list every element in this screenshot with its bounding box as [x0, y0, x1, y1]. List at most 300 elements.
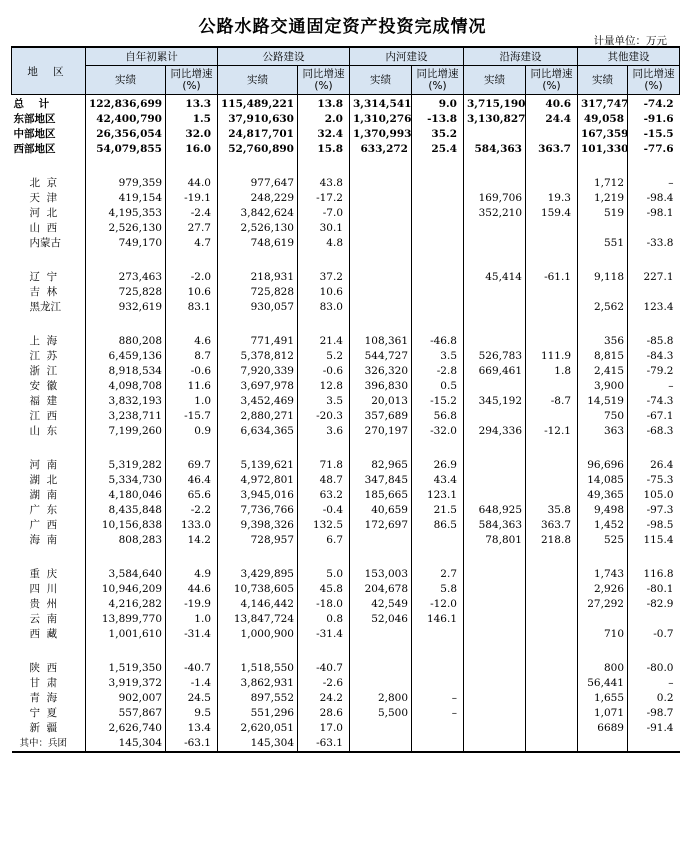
growth-cell: 13.4	[166, 721, 218, 736]
value-cell	[350, 191, 412, 206]
value-cell	[464, 721, 526, 736]
spacer-cell	[86, 439, 166, 458]
value-cell	[464, 612, 526, 627]
region-name: 湖 北	[29, 474, 58, 486]
growth-cell	[412, 270, 464, 285]
value-cell: 1,655	[578, 691, 628, 706]
spacer-cell	[298, 548, 350, 567]
value-cell	[350, 285, 412, 300]
growth-cell	[412, 221, 464, 236]
region-name: 黑龙江	[29, 301, 61, 313]
value-cell: 7,199,260	[86, 424, 166, 439]
growth-cell: -98.4	[628, 191, 680, 206]
growth-cell: 3.5	[298, 394, 350, 409]
value-cell: 7,736,766	[218, 503, 298, 518]
value-cell	[464, 127, 526, 142]
growth-cell: 43.8	[298, 176, 350, 191]
spacer-cell	[526, 548, 578, 567]
region-name: 西 藏	[29, 628, 58, 640]
growth-cell	[628, 221, 680, 236]
value-cell: 3,314,541	[350, 95, 412, 113]
spacer-cell	[166, 157, 218, 176]
spacer-cell	[464, 315, 526, 334]
value-cell: 2,415	[578, 364, 628, 379]
value-cell: 5,378,812	[218, 349, 298, 364]
growth-cell: -98.1	[628, 206, 680, 221]
value-cell: 8,435,848	[86, 503, 166, 518]
growth-cell: 24.5	[166, 691, 218, 706]
table-row	[12, 236, 680, 251]
value-cell: 347,845	[350, 473, 412, 488]
value-cell: 979,359	[86, 176, 166, 191]
spacer-cell	[12, 251, 86, 270]
value-cell: 14,085	[578, 473, 628, 488]
value-cell: 363	[578, 424, 628, 439]
growth-cell: 8.7	[166, 349, 218, 364]
value-cell	[464, 691, 526, 706]
growth-cell: 159.4	[526, 206, 578, 221]
spacer-cell	[628, 642, 680, 661]
unit-label: 计量单位：万元	[593, 35, 667, 47]
value-cell	[578, 221, 628, 236]
value-cell: 800	[578, 661, 628, 676]
growth-cell: -13.8	[412, 112, 464, 127]
growth-cell: 13.3	[166, 95, 218, 113]
growth-cell	[412, 533, 464, 548]
table-row	[12, 627, 680, 642]
spacer-cell	[350, 642, 412, 661]
group-spacer	[12, 439, 680, 458]
growth-cell: 363.7	[526, 518, 578, 533]
value-cell: 40,659	[350, 503, 412, 518]
region-name: 四 川	[29, 583, 58, 595]
table-row	[12, 488, 680, 503]
value-cell: 557,867	[86, 706, 166, 721]
value-cell: 10,738,605	[218, 582, 298, 597]
value-cell	[464, 221, 526, 236]
growth-cell: 16.0	[166, 142, 218, 157]
growth-cell: 21.4	[298, 334, 350, 349]
spacer-cell	[526, 251, 578, 270]
growth-cell: 227.1	[628, 270, 680, 285]
spacer-cell	[464, 251, 526, 270]
value-cell: 3,238,711	[86, 409, 166, 424]
value-cell: 356	[578, 334, 628, 349]
value-cell: 771,491	[218, 334, 298, 349]
value-cell: 172,697	[350, 518, 412, 533]
value-cell: 2,620,051	[218, 721, 298, 736]
growth-cell: -0.4	[298, 503, 350, 518]
growth-cell: -18.0	[298, 597, 350, 612]
value-cell: 4,216,282	[86, 597, 166, 612]
growth-cell	[412, 206, 464, 221]
subheader-value: 实绩	[86, 66, 166, 95]
value-cell: 4,146,442	[218, 597, 298, 612]
value-cell: 3,715,190	[464, 95, 526, 113]
investment-table	[11, 46, 680, 753]
table-row	[12, 127, 680, 142]
growth-cell	[526, 458, 578, 473]
group-spacer	[12, 548, 680, 567]
value-cell	[578, 612, 628, 627]
spacer-cell	[218, 251, 298, 270]
value-cell: 1,001,610	[86, 627, 166, 642]
value-cell: 42,549	[350, 597, 412, 612]
spacer-cell	[218, 642, 298, 661]
table-row	[12, 661, 680, 676]
table-row	[12, 364, 680, 379]
growth-cell	[526, 706, 578, 721]
growth-cell: 14.2	[166, 533, 218, 548]
growth-cell: -77.6	[628, 142, 680, 157]
group-header-inland: 内河建设	[350, 47, 464, 66]
value-cell	[464, 567, 526, 582]
region-name: 其中：兵团	[12, 736, 86, 752]
group-header-other: 其他建设	[578, 47, 680, 66]
value-cell	[464, 473, 526, 488]
value-cell: 345,192	[464, 394, 526, 409]
value-cell	[464, 736, 526, 752]
growth-cell: -0.7	[628, 627, 680, 642]
value-cell: 3,832,193	[86, 394, 166, 409]
growth-cell: -2.4	[166, 206, 218, 221]
value-cell: 54,079,855	[86, 142, 166, 157]
value-cell	[464, 627, 526, 642]
growth-cell: -19.1	[166, 191, 218, 206]
spacer-cell	[412, 548, 464, 567]
value-cell	[464, 236, 526, 251]
growth-cell: 63.2	[298, 488, 350, 503]
value-cell	[464, 409, 526, 424]
value-cell: 101,330	[578, 142, 628, 157]
growth-cell: 132.5	[298, 518, 350, 533]
value-cell	[464, 488, 526, 503]
spacer-cell	[86, 548, 166, 567]
growth-cell: 26.4	[628, 458, 680, 473]
value-cell: 96,696	[578, 458, 628, 473]
region-name: 宁 夏	[29, 707, 58, 719]
value-cell: 56,441	[578, 676, 628, 691]
spacer-cell	[350, 315, 412, 334]
value-cell: 749,170	[86, 236, 166, 251]
value-cell: 3,130,827	[464, 112, 526, 127]
value-cell: 544,727	[350, 349, 412, 364]
spacer-cell	[298, 157, 350, 176]
growth-cell: 24.4	[526, 112, 578, 127]
value-cell	[464, 334, 526, 349]
spacer-cell	[526, 157, 578, 176]
growth-cell: -91.4	[628, 721, 680, 736]
growth-cell: -32.0	[412, 424, 464, 439]
spacer-cell	[166, 548, 218, 567]
spacer-cell	[350, 251, 412, 270]
value-cell: 5,139,621	[218, 458, 298, 473]
value-cell: 2,880,271	[218, 409, 298, 424]
table-row	[12, 736, 680, 752]
subheader-growth: 同比增速 (%)	[628, 66, 680, 95]
growth-cell	[526, 473, 578, 488]
spacer-cell	[12, 157, 86, 176]
growth-cell	[412, 176, 464, 191]
group-header-total: 自年初累计	[86, 47, 218, 66]
growth-cell: -61.1	[526, 270, 578, 285]
table-row	[12, 691, 680, 706]
growth-cell: –	[628, 379, 680, 394]
growth-cell: 21.5	[412, 503, 464, 518]
region-name: 福 建	[29, 395, 58, 407]
growth-cell	[526, 127, 578, 142]
value-cell: 525	[578, 533, 628, 548]
growth-cell: -20.3	[298, 409, 350, 424]
table-header	[12, 47, 680, 95]
value-cell	[350, 661, 412, 676]
growth-cell	[412, 285, 464, 300]
growth-cell: 6.7	[298, 533, 350, 548]
table-row	[12, 206, 680, 221]
growth-cell: 1.8	[526, 364, 578, 379]
page-title: 公路水路交通固定资产投资完成情况	[198, 17, 487, 37]
growth-cell	[526, 567, 578, 582]
value-cell: 1,712	[578, 176, 628, 191]
spacer-cell	[628, 439, 680, 458]
table-row	[12, 503, 680, 518]
value-cell: 13,899,770	[86, 612, 166, 627]
growth-cell: 5.8	[412, 582, 464, 597]
value-cell: 419,154	[86, 191, 166, 206]
growth-cell: 32.4	[298, 127, 350, 142]
growth-cell: 37.2	[298, 270, 350, 285]
table-row	[12, 176, 680, 191]
value-cell: 2,626,740	[86, 721, 166, 736]
growth-cell: -75.3	[628, 473, 680, 488]
table-row	[12, 721, 680, 736]
growth-cell: 5.0	[298, 567, 350, 582]
growth-cell	[526, 409, 578, 424]
value-cell: 551,296	[218, 706, 298, 721]
spacer-cell	[298, 642, 350, 661]
value-cell: 20,013	[350, 394, 412, 409]
value-cell: 4,098,708	[86, 379, 166, 394]
value-cell	[350, 176, 412, 191]
table-row	[12, 706, 680, 721]
growth-cell: -31.4	[298, 627, 350, 642]
growth-cell	[526, 612, 578, 627]
value-cell: 6,459,136	[86, 349, 166, 364]
subheader-growth: 同比增速 (%)	[412, 66, 464, 95]
growth-cell: 19.3	[526, 191, 578, 206]
growth-cell: 4.8	[298, 236, 350, 251]
growth-cell: 65.6	[166, 488, 218, 503]
growth-cell: 0.2	[628, 691, 680, 706]
growth-cell	[412, 236, 464, 251]
value-cell: 584,363	[464, 142, 526, 157]
value-cell: 82,965	[350, 458, 412, 473]
value-cell: 3,697,978	[218, 379, 298, 394]
growth-cell: 46.4	[166, 473, 218, 488]
spacer-cell	[578, 439, 628, 458]
growth-cell: -31.4	[166, 627, 218, 642]
value-cell	[350, 270, 412, 285]
value-cell: 930,057	[218, 300, 298, 315]
spacer-cell	[464, 439, 526, 458]
table-row	[12, 112, 680, 127]
growth-cell: 45.8	[298, 582, 350, 597]
spacer-cell	[218, 315, 298, 334]
spacer-cell	[412, 251, 464, 270]
subheader-value: 实绩	[218, 66, 298, 95]
growth-cell	[526, 379, 578, 394]
growth-cell	[526, 236, 578, 251]
value-cell: 3,900	[578, 379, 628, 394]
growth-cell: –	[628, 676, 680, 691]
subheader-value: 实绩	[578, 66, 628, 95]
value-cell: 1,519,350	[86, 661, 166, 676]
spacer-cell	[218, 157, 298, 176]
growth-cell: 83.1	[166, 300, 218, 315]
value-cell	[350, 206, 412, 221]
table-row	[12, 270, 680, 285]
subheader-growth: 同比增速 (%)	[526, 66, 578, 95]
value-cell: 1,743	[578, 567, 628, 582]
value-cell: 204,678	[350, 582, 412, 597]
value-cell: 2,526,130	[218, 221, 298, 236]
value-cell: 3,452,469	[218, 394, 298, 409]
subheader-growth: 同比增速 (%)	[298, 66, 350, 95]
growth-cell	[526, 736, 578, 752]
growth-cell	[526, 627, 578, 642]
table-row	[12, 349, 680, 364]
growth-cell: 26.9	[412, 458, 464, 473]
growth-cell	[526, 676, 578, 691]
spacer-cell	[166, 251, 218, 270]
growth-cell: 15.8	[298, 142, 350, 157]
region-name: 江 苏	[29, 350, 58, 362]
value-cell	[350, 221, 412, 236]
spacer-cell	[12, 642, 86, 661]
spacer-cell	[578, 548, 628, 567]
growth-cell	[526, 285, 578, 300]
region-name: 山 东	[29, 425, 58, 437]
region-name: 浙 江	[29, 365, 58, 377]
spacer-cell	[166, 439, 218, 458]
growth-cell: 17.0	[298, 721, 350, 736]
region-name: 广 东	[29, 504, 58, 516]
growth-cell: -98.7	[628, 706, 680, 721]
growth-cell: -40.7	[166, 661, 218, 676]
value-cell: 357,689	[350, 409, 412, 424]
growth-cell: -63.1	[166, 736, 218, 752]
value-cell: 526,783	[464, 349, 526, 364]
spacer-cell	[298, 251, 350, 270]
region-name: 辽 宁	[29, 271, 58, 283]
growth-cell: -46.8	[412, 334, 464, 349]
growth-cell: -67.1	[628, 409, 680, 424]
spacer-cell	[578, 642, 628, 661]
growth-cell: 4.6	[166, 334, 218, 349]
value-cell	[464, 379, 526, 394]
growth-cell: -1.4	[166, 676, 218, 691]
growth-cell	[526, 300, 578, 315]
growth-cell: 69.7	[166, 458, 218, 473]
value-cell: 902,007	[86, 691, 166, 706]
growth-cell: -68.3	[628, 424, 680, 439]
growth-cell: -12.0	[412, 597, 464, 612]
value-cell: 9,498	[578, 503, 628, 518]
spacer-cell	[464, 157, 526, 176]
growth-cell: -15.5	[628, 127, 680, 142]
growth-cell	[526, 721, 578, 736]
growth-cell: -97.3	[628, 503, 680, 518]
spacer-cell	[218, 439, 298, 458]
value-cell	[578, 736, 628, 752]
value-cell	[464, 300, 526, 315]
value-cell: 8,815	[578, 349, 628, 364]
value-cell	[464, 661, 526, 676]
value-cell: 5,319,282	[86, 458, 166, 473]
spacer-cell	[628, 157, 680, 176]
value-cell: 897,552	[218, 691, 298, 706]
region-name: 东部地区	[13, 113, 56, 125]
region-header: 地 区	[12, 47, 86, 95]
spacer-cell	[464, 548, 526, 567]
value-cell: 1,071	[578, 706, 628, 721]
value-cell: 145,304	[218, 736, 298, 752]
value-cell: 49,365	[578, 488, 628, 503]
growth-cell: 105.0	[628, 488, 680, 503]
value-cell: 551	[578, 236, 628, 251]
table-row	[12, 379, 680, 394]
growth-cell: -85.8	[628, 334, 680, 349]
value-cell: 185,665	[350, 488, 412, 503]
growth-cell: 1.0	[166, 612, 218, 627]
growth-cell	[412, 191, 464, 206]
growth-cell: 2.7	[412, 567, 464, 582]
growth-cell: 115.4	[628, 533, 680, 548]
table-row	[12, 394, 680, 409]
growth-cell: 9.5	[166, 706, 218, 721]
value-cell: 122,836,699	[86, 95, 166, 113]
value-cell	[464, 676, 526, 691]
value-cell: 8,918,534	[86, 364, 166, 379]
value-cell: 273,463	[86, 270, 166, 285]
value-cell: 748,619	[218, 236, 298, 251]
spacer-cell	[526, 439, 578, 458]
table-body	[12, 95, 680, 753]
spacer-cell	[412, 315, 464, 334]
growth-cell: -2.6	[298, 676, 350, 691]
value-cell: 14,519	[578, 394, 628, 409]
growth-cell: 25.4	[412, 142, 464, 157]
value-cell	[464, 597, 526, 612]
spacer-cell	[166, 642, 218, 661]
growth-cell: 2.0	[298, 112, 350, 127]
spacer-cell	[526, 642, 578, 661]
value-cell: 169,706	[464, 191, 526, 206]
spacer-cell	[166, 315, 218, 334]
value-cell: 6689	[578, 721, 628, 736]
value-cell: 9,398,326	[218, 518, 298, 533]
value-cell	[350, 736, 412, 752]
spacer-cell	[578, 157, 628, 176]
value-cell: 26,356,054	[86, 127, 166, 142]
value-cell: 294,336	[464, 424, 526, 439]
spacer-cell	[12, 548, 86, 567]
spacer-cell	[464, 642, 526, 661]
growth-cell	[526, 334, 578, 349]
spacer-cell	[86, 642, 166, 661]
growth-cell: 111.9	[526, 349, 578, 364]
table-row	[12, 533, 680, 548]
